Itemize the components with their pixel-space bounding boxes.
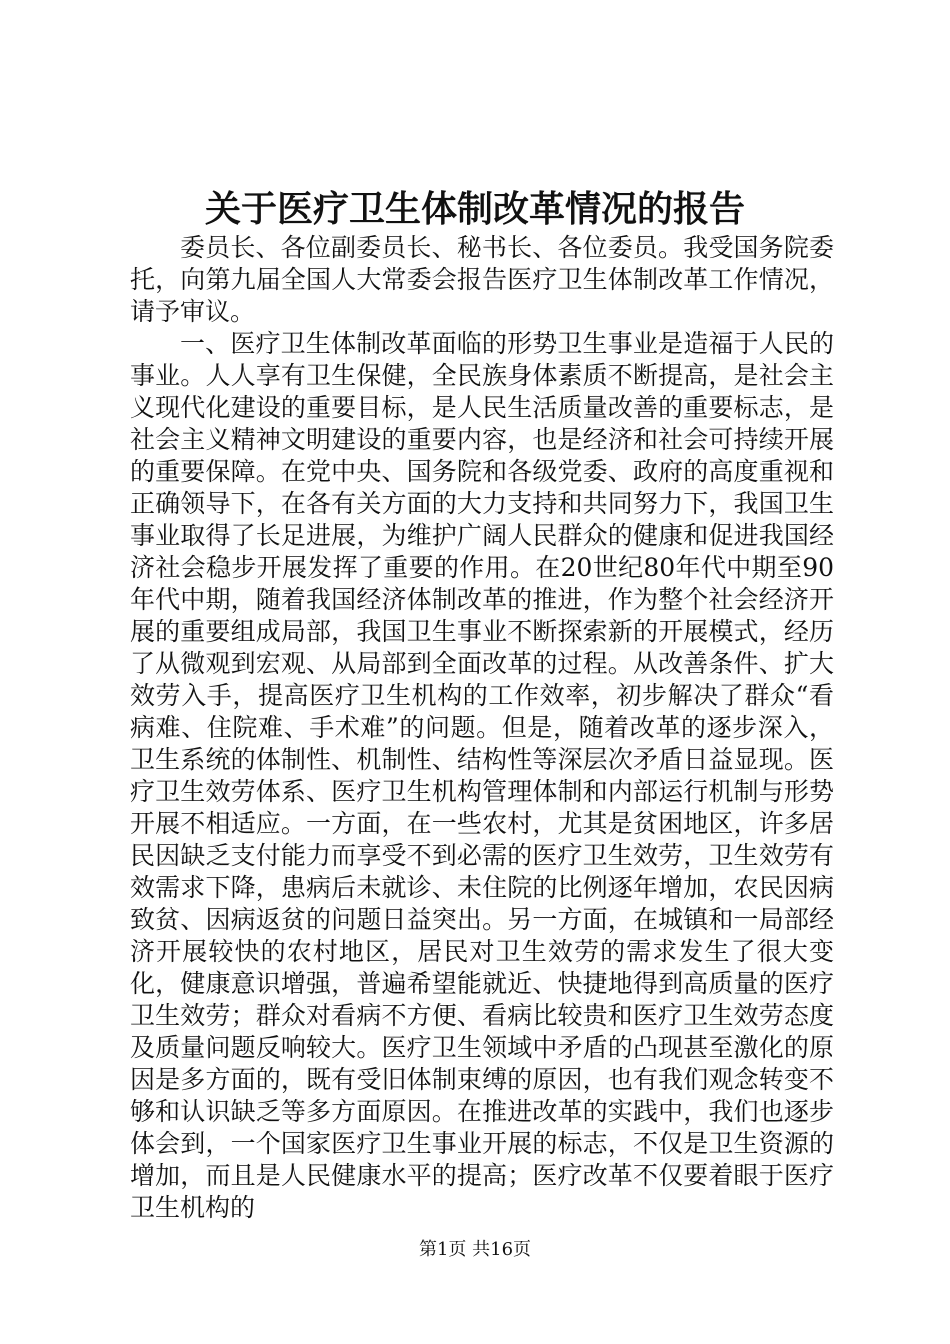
paragraph-greeting: 委员长、各位副委员长、秘书长、各位委员。我受国务院委托，向第九届全国人大常委会报告医疗卫生体制改革工作情况，请予审议。 [130, 233, 834, 326]
document-title: 关于医疗卫生体制改革情况的报告 [204, 188, 745, 230]
page-footer [0, 1238, 950, 1262]
paragraph-section-one: 一、医疗卫生体制改革面临的形势卫生事业是造福于人民的事业。人人享有卫生保健，全民族身体素质不断提高，是社会主义现代化建设的重要目标，是人民生活质量改善的重要标志，是社会主义精神文明建设的重要内容，也是经济和社会可持续开展的重要保障。在党中央、国务院和各级党委、政府的高度重视和正确领导下，在各有关方面的大力支持和共同努力下，我国卫生事业取得了长足进展，为维护广阔人民群众的健康和促进我国经济社会稳步开展发挥了重要的作用。在20世纪80年代中期至90年代中期，随着我国经济体制改革的推进，作为整个社会经济开展的重要组成局部，我国卫生事业不断探索新的开展模式，经历了从微观到宏观、从局部到全面改革的过程。从改善条件、扩大效劳入手，提高医疗卫生机构的工作效率，初步解决了群众“看病难、住院难、手术难”的问题。但是，随着改革的逐步深入，卫生系统的体制性、机制性、结构性等深层次矛盾日益显现。医疗卫生效劳体系、医疗卫生机构管理体制和内部运行机制与形势开展不相适应。一方面，在一些农村，尤其是贫困地区，许多居民因缺乏支付能力而享受不到必需的医疗卫生效劳，卫生效劳有效需求下降，患病后未就诊、未住院的比例逐年增加，农民因病致贫、因病返贫的问题日益突出。另一方面，在城镇和一局部经济开展较快的农村地区，居民对卫生效劳的需求发生了很大变化，健康意识增强，普遍希望能就近、快捷地得到高质量的医疗卫生效劳；群众对看病不方便、看病比较贵和医疗卫生效劳态度及质量问题反响较大。医疗卫生领域中矛盾的凸现甚至激化的原因是多方面的，既有受旧体制束缚的原因，也有我们观念转变不够和认识缺乏等多方面原因。在推进改革的实践中，我们也逐步体会到，一个国家医疗卫生事业开展的标志，不仅是卫生资源的增加，而且是人民健康水平的提高；医疗改革不仅要着眼于医疗卫生机构的 [130, 329, 834, 1222]
document-body [130, 232, 834, 1224]
page-number-label: 第1页 共16页 [418, 1239, 532, 1260]
